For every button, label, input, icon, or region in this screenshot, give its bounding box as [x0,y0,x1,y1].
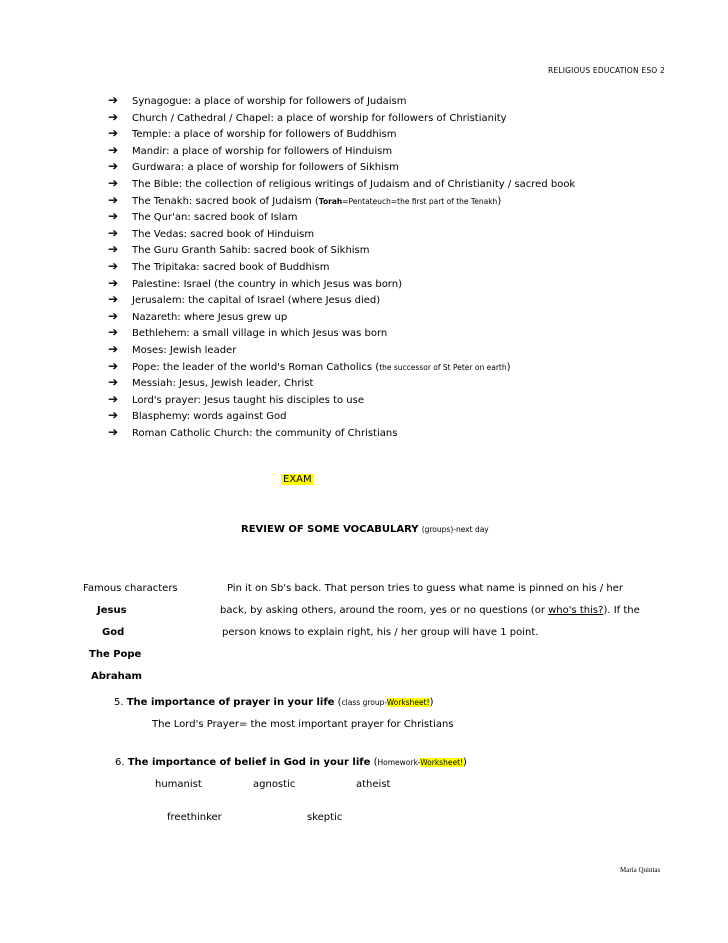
arrow-icon: ➔ [108,308,119,323]
list-item: ➔ Gurdwara: a place of worship for followers of Sikhism [108,159,399,174]
arrow-icon: ➔ [108,391,119,406]
list-item: ➔ Pope: the leader of the world's Roman Catholics (the successor of St Peter on earth) [108,358,511,373]
arrow-icon: ➔ [108,358,119,373]
term-atheist: atheist [356,779,391,790]
list-item: ➔ Bethlehem: a small village in which Jesus was born [108,325,388,340]
instruction-line: back, by asking others, around the room, yes or no questions (or who's this?). If the [220,605,640,616]
page-header: RELIGIOUS EDUCATION ESO 2 [548,66,665,75]
item-6-heading: 6. The importance of belief in God in your life (Homework-Worksheet!) [115,757,467,768]
arrow-icon: ➔ [108,424,119,439]
arrow-icon: ➔ [108,142,119,157]
list-item: ➔ The Bible: the collection of religious writings of Judaism and of Christianity / sacred book [108,175,576,190]
list-item: ➔ Lord's prayer: Jesus taught his disciples to use [108,391,364,406]
list-item: ➔ The Guru Granth Sahib: sacred book of Sikhism [108,242,370,257]
arrow-icon: ➔ [108,159,119,174]
list-item: ➔ The Vedas: sacred book of Hinduism [108,225,315,240]
list-item: ➔ Palestine: Israel (the country in which Jesus was born) [108,275,402,290]
page-footer: María Quintas [620,866,661,874]
character-name: God [102,627,125,638]
arrow-icon: ➔ [108,175,119,190]
arrow-icon: ➔ [108,209,119,224]
list-item: ➔ Jerusalem: the capital of Israel (where Jesus died) [108,292,381,307]
arrow-icon: ➔ [108,341,119,356]
worksheet-highlight: Worksheet! [386,698,430,707]
arrow-icon: ➔ [108,109,119,124]
exam-heading: EXAM [283,474,312,485]
character-name: Abraham [91,671,142,682]
arrow-icon: ➔ [108,325,119,340]
arrow-icon: ➔ [108,242,119,257]
arrow-icon: ➔ [108,275,119,290]
worksheet-highlight: Worksheet! [420,758,464,767]
instruction-line: Pin it on Sb's back. That person tries to guess what name is pinned on his / her [227,583,623,594]
review-heading: REVIEW OF SOME VOCABULARY (groups)-next day [241,524,489,535]
list-item: ➔ Synagogue: a place of worship for followers of Judaism [108,93,407,107]
arrow-icon: ➔ [108,258,119,273]
character-name: Jesus [97,605,127,616]
list-item: ➔ Mandir: a place of worship for followers of Hinduism [108,142,393,157]
arrow-icon: ➔ [108,375,119,390]
list-item: ➔ The Qur'an: sacred book of Islam [108,209,298,224]
term-agnostic: agnostic [253,779,296,790]
character-name: The Pope [89,649,142,660]
arrow-icon: ➔ [108,93,119,107]
vocabulary-list [108,92,575,440]
list-item: ➔ Nazareth: where Jesus grew up [108,308,288,323]
list-item: ➔ Blasphemy: words against God [108,408,287,423]
term-skeptic: skeptic [307,812,343,823]
list-item: ➔ The Tenakh: sacred book of Judaism (Torah=Pentateuch=the first part of the Tenakh) [108,192,502,207]
item-5-detail: The Lord's Prayer= the most important prayer for Christians [152,719,454,730]
arrow-icon: ➔ [108,408,119,423]
famous-characters-label: Famous characters [83,583,178,594]
term-freethinker: freethinker [167,812,222,823]
list-item: ➔ Messiah: Jesus, Jewish leader, Christ [108,375,314,390]
list-item: ➔ Temple: a place of worship for followers of Buddhism [108,126,397,141]
list-item: ➔ The Tripitaka: sacred book of Buddhism [108,258,330,273]
instruction-line: person knows to explain right, his / her group will have 1 point. [222,627,539,638]
arrow-icon: ➔ [108,292,119,307]
list-item: ➔ Moses: Jewish leader [108,341,237,356]
item-5-heading: 5. The importance of prayer in your life (class group-Worksheet!) [114,697,434,708]
list-item: ➔ Church / Cathedral / Chapel: a place of worship for followers of Christianity [108,109,507,124]
arrow-icon: ➔ [108,192,119,207]
arrow-icon: ➔ [108,126,119,141]
list-item: ➔ Roman Catholic Church: the community of Christians [108,424,398,439]
term-humanist: humanist [155,779,202,790]
arrow-icon: ➔ [108,225,119,240]
